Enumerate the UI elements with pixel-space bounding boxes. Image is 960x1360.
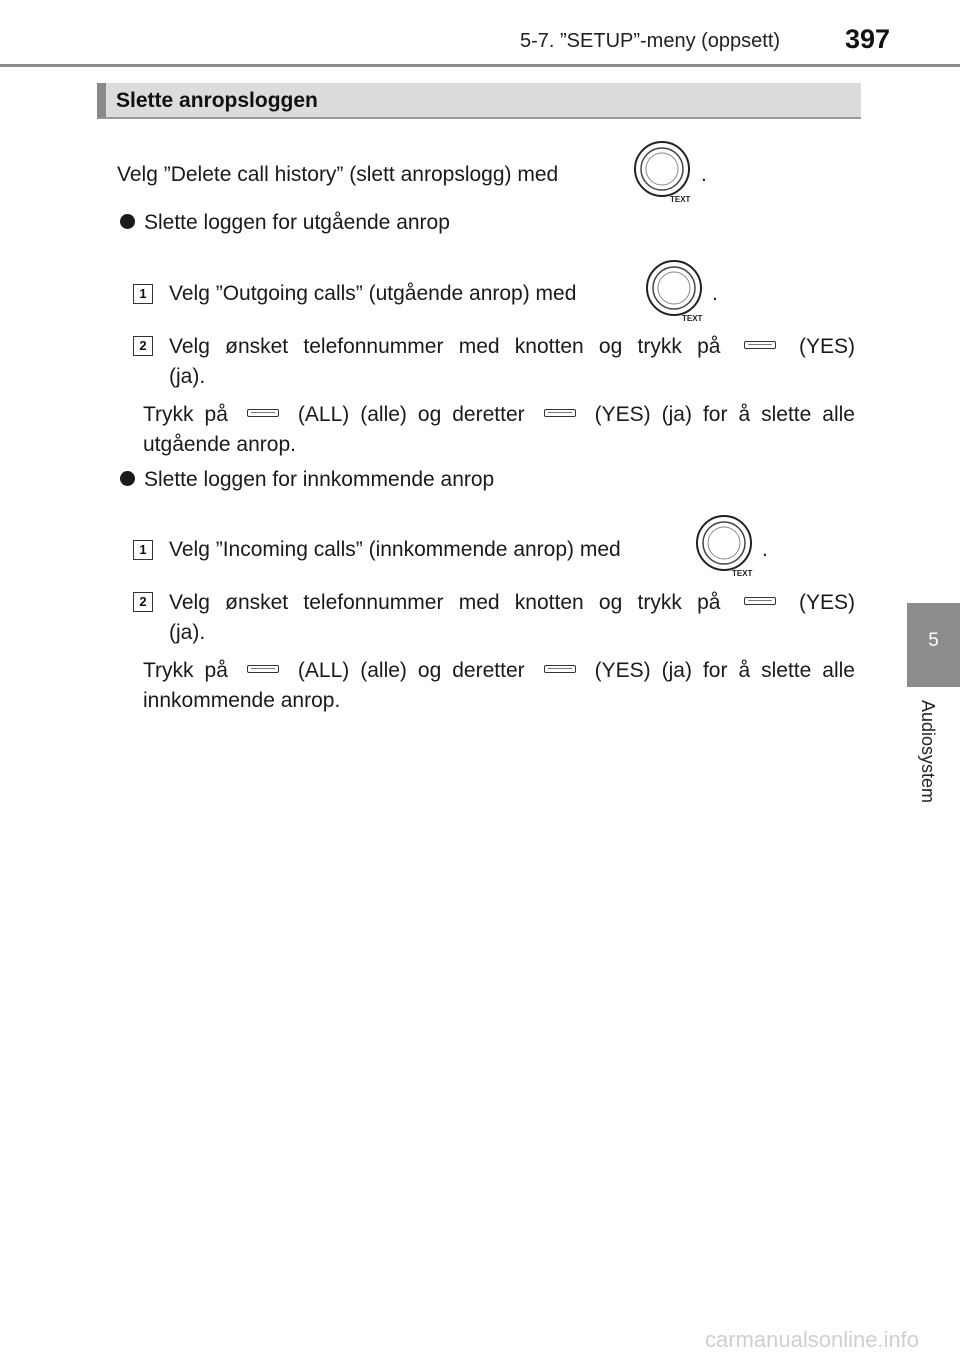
yes-button-icon bbox=[544, 665, 576, 673]
chapter-number: 5 bbox=[928, 630, 939, 651]
outgoing-note-text: Trykk på bbox=[143, 403, 228, 426]
intro-period: . bbox=[701, 163, 707, 186]
incoming-step2-yes: (YES) bbox=[798, 591, 855, 614]
outgoing-step1-text: Velg ”Outgoing calls” (utgående anrop) med bbox=[169, 282, 577, 305]
intro-line bbox=[117, 160, 558, 190]
chapter-label: Audiosystem bbox=[918, 700, 938, 804]
all-button-icon bbox=[247, 409, 279, 417]
step-number-badge: 2 bbox=[133, 336, 153, 356]
outgoing-step2-text: Velg ønsket telefonnummer med knotten og trykk på bbox=[169, 335, 721, 358]
step-number-badge: 1 bbox=[133, 284, 153, 304]
yes-button-icon bbox=[744, 341, 776, 349]
outgoing-note-text: (YES) (ja) for å slette alle bbox=[594, 403, 855, 426]
incoming-note-text: Trykk på bbox=[143, 659, 228, 682]
yes-button-icon bbox=[744, 597, 776, 605]
outgoing-note-line1 bbox=[143, 400, 855, 430]
outgoing-note-text: (ALL) (alle) og deretter bbox=[297, 403, 525, 426]
incoming-heading bbox=[120, 465, 494, 495]
outgoing-step2-line1 bbox=[169, 332, 855, 362]
step-number-badge: 1 bbox=[133, 540, 153, 560]
all-button-icon bbox=[247, 665, 279, 673]
page-number: 397 bbox=[845, 24, 891, 54]
yes-button-icon bbox=[544, 409, 576, 417]
outgoing-heading-text: Slette loggen for utgående anrop bbox=[144, 211, 450, 234]
step-number-badge: 2 bbox=[133, 592, 153, 612]
header-divider bbox=[0, 64, 960, 67]
outgoing-step2-line2: (ja). bbox=[169, 365, 206, 388]
knob-label: TEXT bbox=[670, 195, 691, 204]
knob-label: TEXT bbox=[682, 314, 703, 323]
outgoing-step1-period: . bbox=[712, 282, 718, 305]
outgoing-step2-yes: (YES) bbox=[798, 335, 855, 358]
section-title: Slette anropsloggen bbox=[116, 89, 318, 112]
incoming-note-line1 bbox=[143, 656, 855, 686]
tune-knob-icon bbox=[694, 514, 756, 578]
running-header-title: 5-7. ”SETUP”-meny (oppsett) bbox=[520, 30, 781, 52]
incoming-note-text: (ALL) (alle) og deretter bbox=[297, 659, 525, 682]
incoming-heading-text: Slette loggen for innkommende anrop bbox=[144, 468, 495, 491]
chapter-tab bbox=[907, 603, 960, 687]
outgoing-heading bbox=[120, 208, 450, 238]
tune-knob-icon bbox=[632, 140, 694, 204]
tune-knob-icon bbox=[644, 259, 706, 323]
incoming-note-text: (YES) (ja) for å slette alle bbox=[594, 659, 855, 682]
watermark: carmanualsonline.info bbox=[705, 1327, 920, 1352]
incoming-note-line2: innkommende anrop. bbox=[143, 689, 341, 712]
outgoing-note-line2: utgående anrop. bbox=[143, 433, 296, 456]
section-heading-bar bbox=[97, 83, 861, 119]
incoming-step2-line2: (ja). bbox=[169, 621, 206, 644]
incoming-step2-text: Velg ønsket telefonnummer med knotten og trykk på bbox=[169, 591, 721, 614]
incoming-step2-line1 bbox=[169, 588, 855, 618]
bullet-icon bbox=[120, 471, 135, 486]
incoming-step1-text: Velg ”Incoming calls” (innkommende anrop) med bbox=[169, 538, 621, 561]
intro-text: Velg ”Delete call history” (slett anropslogg) med bbox=[117, 163, 559, 186]
incoming-step1-period: . bbox=[762, 538, 768, 561]
knob-label: TEXT bbox=[732, 569, 753, 578]
bullet-icon bbox=[120, 214, 135, 229]
